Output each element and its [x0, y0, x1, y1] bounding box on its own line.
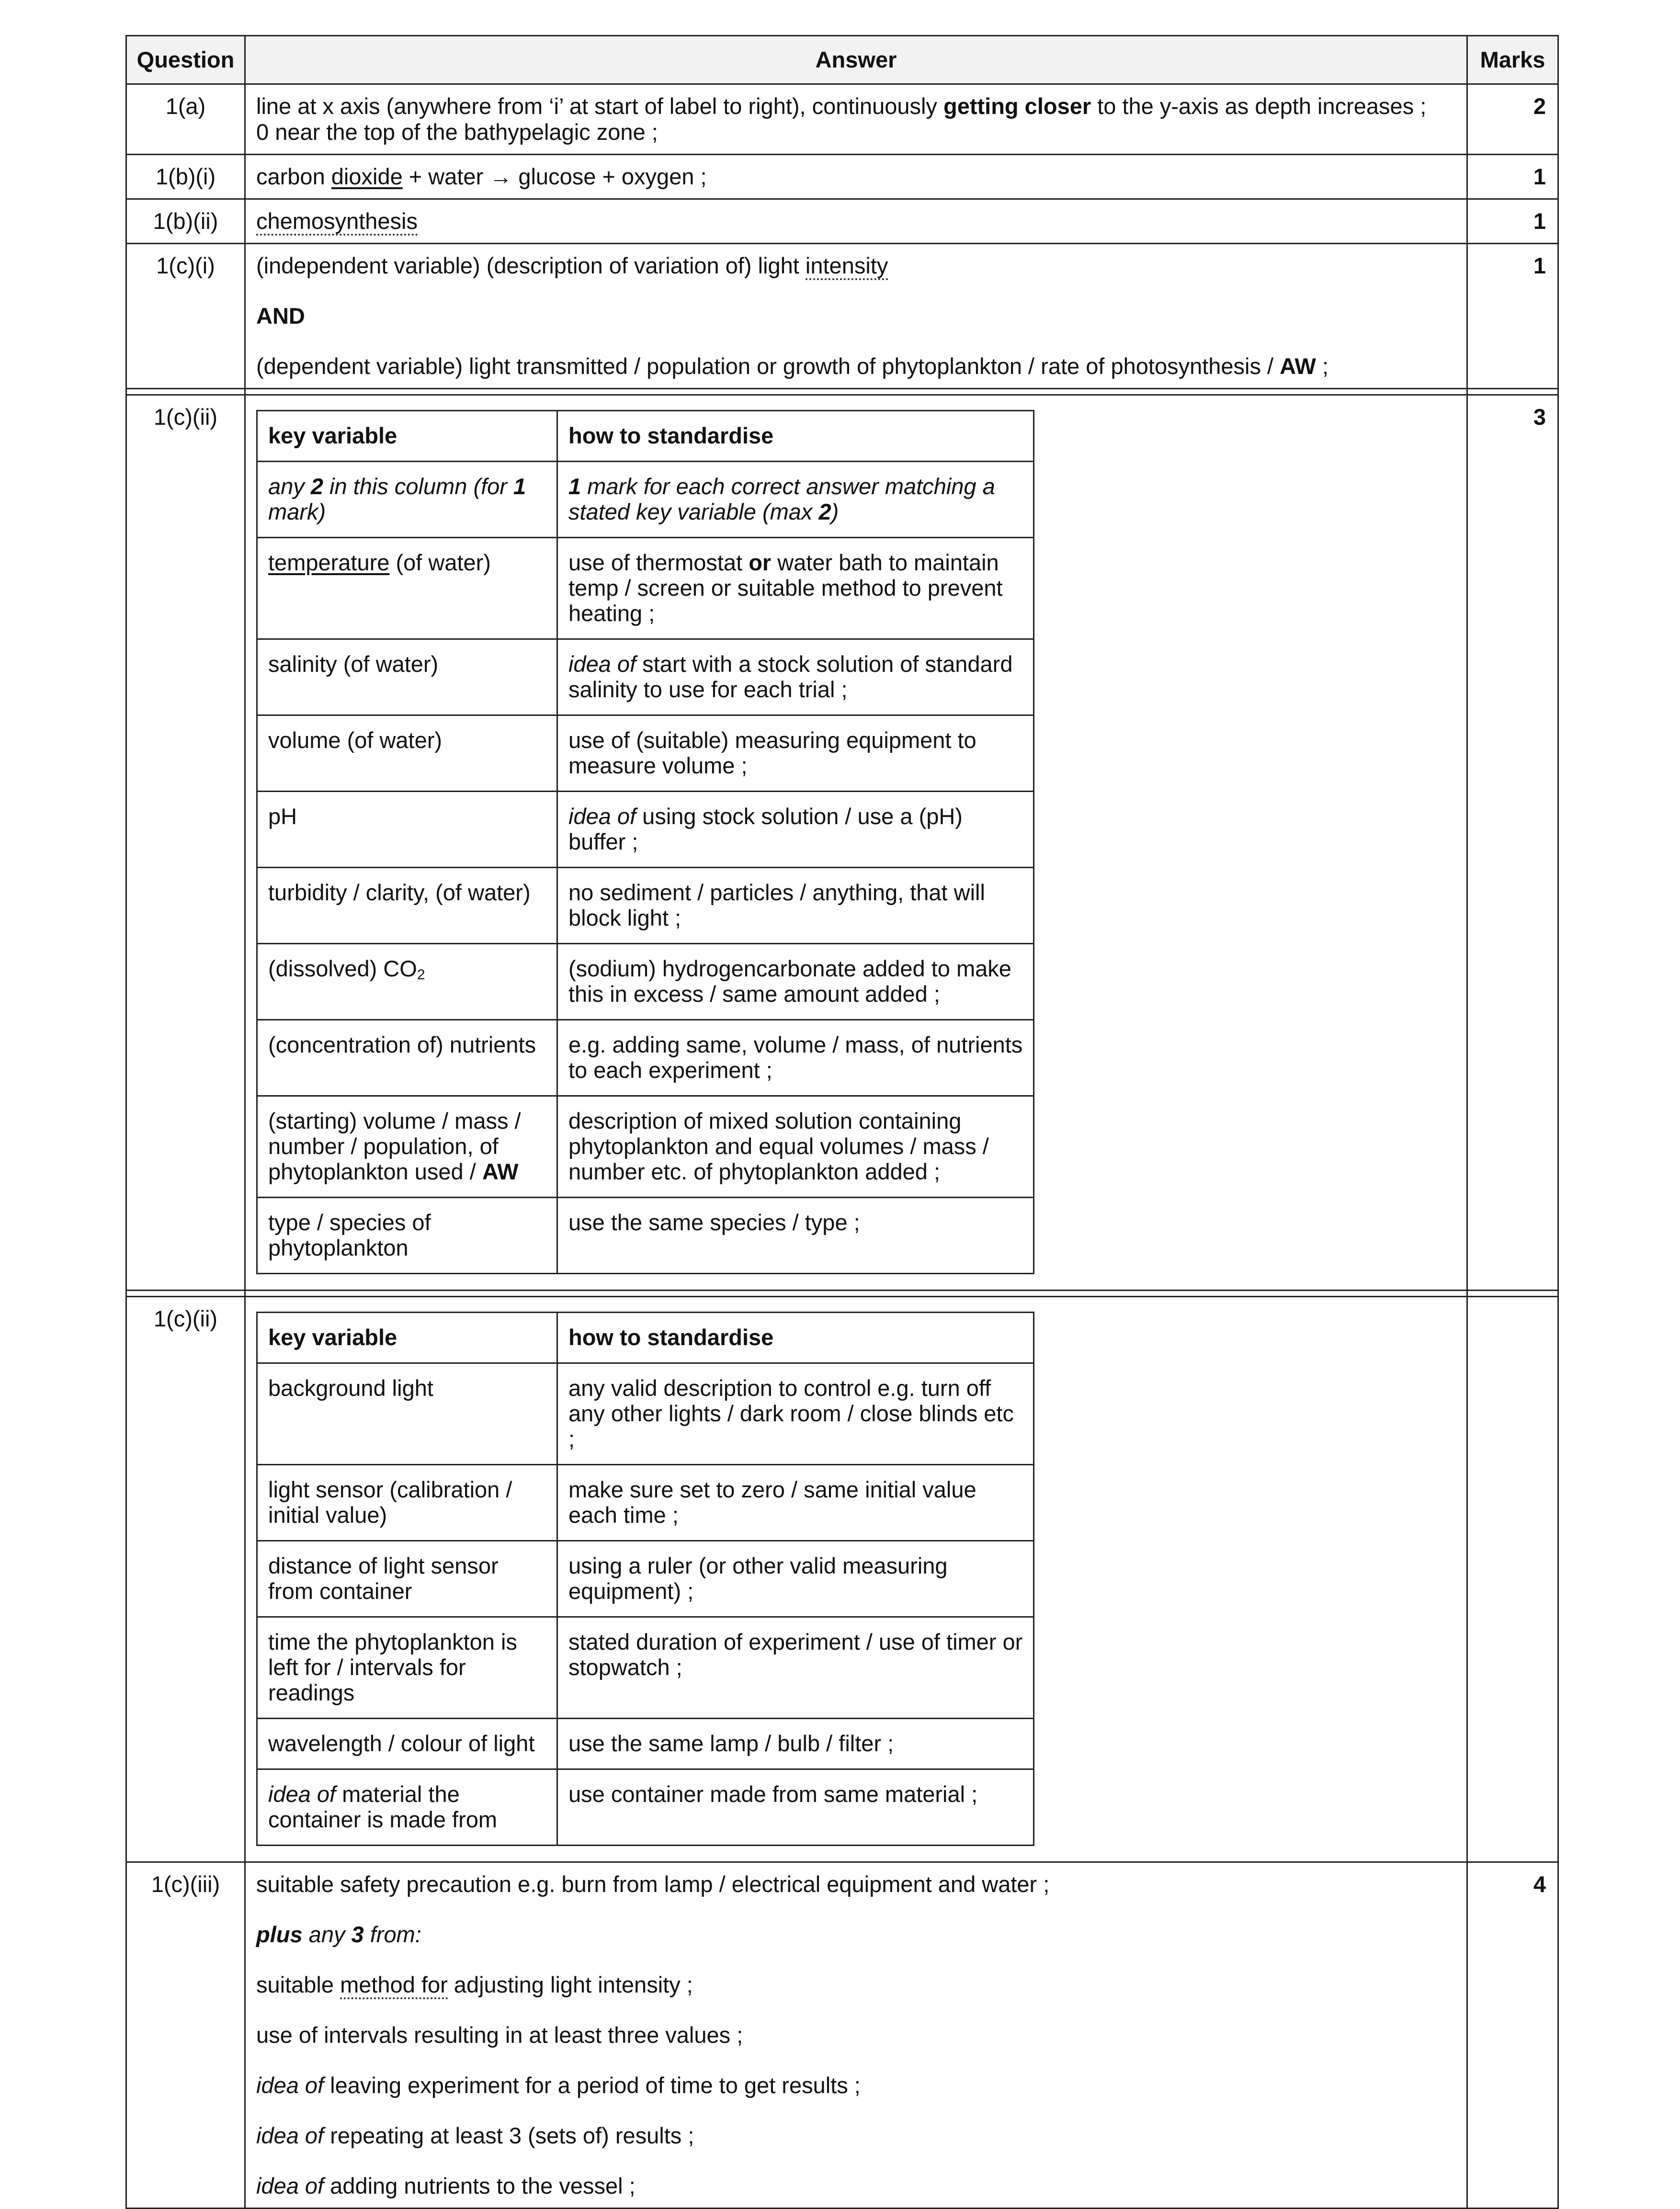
cell-underlined: temperature	[268, 550, 390, 575]
answer-line	[256, 2073, 1455, 2098]
answer-line: 0 near the top of the bathypelagic zone ;	[256, 119, 658, 145]
cell-text: mark)	[268, 499, 326, 524]
answer-text: + water	[402, 164, 490, 189]
cell-emphasis: 2	[310, 474, 323, 499]
table-row	[257, 868, 1034, 944]
table-row	[257, 1617, 1034, 1719]
table-cell	[557, 792, 1034, 868]
header-row	[126, 36, 1558, 84]
answer-text: adding nutrients to the vessel ;	[324, 2173, 636, 2198]
table-cell	[257, 1769, 557, 1846]
column-header: key variable	[257, 411, 557, 462]
question-number: 1(b)(i)	[126, 155, 245, 199]
cell-text: material the container is made from	[268, 1781, 498, 1832]
table-row	[126, 244, 1558, 389]
table-cell: use container made from same material ;	[557, 1769, 1034, 1846]
cell-text: any	[268, 474, 311, 499]
table-cell: (concentration of) nutrients	[257, 1020, 557, 1096]
table-row	[126, 1862, 1558, 2209]
row-separator	[126, 389, 1558, 395]
answer-line	[256, 1972, 1455, 1998]
table-cell: any valid description to control e.g. turn off any other lights / dark room / close blinds etc ;	[557, 1363, 1034, 1465]
cell-text: (of water)	[389, 550, 491, 575]
table-row	[257, 1465, 1034, 1541]
cell-text: water bath to maintain temp / screen or suitable method to prevent heating ;	[568, 550, 1003, 626]
question-number: 1(a)	[126, 84, 245, 155]
table-cell	[557, 538, 1034, 639]
table-cell: use of (suitable) measuring equipment to measure volume ;	[557, 715, 1034, 792]
key-variable-table	[256, 410, 1034, 1274]
answer-cell	[245, 395, 1467, 1291]
table-row	[126, 1297, 1558, 1862]
answer-header: Answer	[245, 36, 1467, 84]
table-cell: description of mixed solution containing phytoplankton and equal volumes / mass / number etc. of phytoplankton added ;	[557, 1096, 1034, 1198]
table-cell: pH	[257, 792, 557, 868]
answer-line	[256, 353, 1455, 379]
answer-dotted: method for	[340, 1972, 448, 1999]
table-cell: volume (of water)	[257, 715, 557, 792]
answer-text: carbon	[256, 164, 331, 189]
question-number: 1(c)(ii)	[126, 1297, 245, 1862]
table-row	[126, 155, 1558, 199]
answer-cell	[245, 244, 1467, 389]
answer-emphasis: getting closer	[943, 93, 1091, 119]
cell-text: using stock solution / use a (pH) buffer ;	[568, 804, 963, 854]
table-cell	[257, 1096, 557, 1198]
answer-italic: any	[302, 1922, 352, 1947]
table-row	[126, 84, 1558, 155]
table-cell: using a ruler (or other valid measuring equipment) ;	[557, 1541, 1034, 1617]
answer-emphasis: plus	[256, 1922, 303, 1947]
answer-underlined: dioxide	[331, 164, 403, 189]
table-cell	[257, 462, 557, 538]
answer-cell	[245, 1862, 1467, 2209]
table-row	[257, 792, 1034, 868]
table-cell	[257, 944, 557, 1020]
answer-text: (dependent variable) light transmitted / population or growth of phytoplankton / rate of photosynthesis /	[256, 353, 1280, 379]
cell-text: )	[831, 499, 839, 524]
marks-header: Marks	[1467, 36, 1558, 84]
arrow-icon: →	[489, 164, 512, 189]
answer-emphasis: AW	[1280, 353, 1316, 379]
answer-text: (independent variable) (description of variation of) light	[256, 253, 806, 278]
cell-text: mark for each correct answer matching a stated key variable (max	[568, 474, 995, 524]
table-row	[257, 1541, 1034, 1617]
table-row	[257, 715, 1034, 792]
answer-line	[256, 93, 1455, 119]
table-cell	[557, 639, 1034, 715]
answer-text: ;	[1316, 353, 1329, 379]
cell-text: (dissolved) CO	[268, 956, 417, 981]
table-row	[257, 1096, 1034, 1198]
answer-line: use of intervals resulting in at least three values ;	[256, 2022, 743, 2048]
answer-text: line at x axis (anywhere from ‘i’ at start of label to right), continuously	[256, 93, 943, 119]
table-cell	[257, 538, 557, 639]
question-number: 1(c)(ii)	[126, 395, 245, 1291]
cell-emphasis: or	[749, 550, 772, 575]
answer-cell	[245, 155, 1467, 199]
table-cell: time the phytoplankton is left for / intervals for readings	[257, 1617, 557, 1719]
table-row	[257, 639, 1034, 715]
table-cell: wavelength / colour of light	[257, 1719, 557, 1769]
column-header: how to standardise	[557, 1313, 1034, 1363]
answer-italic: from:	[363, 1922, 421, 1947]
marks-value	[1467, 1297, 1558, 1862]
table-cell: use the same lamp / bulb / filter ;	[557, 1719, 1034, 1769]
cell-subscript: 2	[417, 967, 425, 983]
table-cell: use the same species / type ;	[557, 1198, 1034, 1274]
cell-text: start with a stock solution of standard salinity to use for each trial ;	[568, 651, 1013, 702]
table-cell: light sensor (calibration / initial value)	[257, 1465, 557, 1541]
table-cell: stated duration of experiment / use of timer or stopwatch ;	[557, 1617, 1034, 1719]
cell-italic: idea of	[568, 804, 636, 829]
cell-emphasis: 2	[818, 499, 831, 524]
table-cell: turbidity / clarity, (of water)	[257, 868, 557, 944]
answer-line: suitable safety precaution e.g. burn from lamp / electrical equipment and water ;	[256, 1871, 1050, 1897]
table-cell: type / species of phytoplankton	[257, 1198, 557, 1274]
cell-italic: idea of	[268, 1781, 336, 1807]
question-number: 1(c)(i)	[126, 244, 245, 389]
answer-text: glucose + oxygen ;	[512, 164, 707, 189]
table-row	[257, 462, 1034, 538]
answer-text: to the y-axis as depth increases ;	[1091, 93, 1427, 119]
table-row	[257, 411, 1034, 462]
table-row	[126, 395, 1558, 1291]
question-number: 1(b)(ii)	[126, 199, 245, 244]
table-cell: background light	[257, 1363, 557, 1465]
table-row	[126, 199, 1558, 244]
question-header: Question	[126, 36, 245, 84]
marks-value: 1	[1467, 155, 1558, 199]
answer-text: leaving experiment for a period of time to get results ;	[324, 2073, 861, 2098]
table-row	[257, 1363, 1034, 1465]
answer-text: adjusting light intensity ;	[447, 1972, 693, 1997]
cell-emphasis: 1	[513, 474, 526, 499]
column-header: how to standardise	[557, 411, 1034, 462]
marks-value: 4	[1467, 1862, 1558, 2209]
column-header: key variable	[257, 1313, 557, 1363]
cell-emphasis: AW	[482, 1159, 519, 1184]
table-row	[257, 1198, 1034, 1274]
table-cell: distance of light sensor from container	[257, 1541, 557, 1617]
cell-text: use of thermostat	[568, 550, 749, 575]
answer-cell	[245, 199, 1467, 244]
table-row	[257, 1020, 1034, 1096]
answer-line	[256, 2173, 1455, 2199]
marks-value: 1	[1467, 199, 1558, 244]
answer-dotted: chemosynthesis	[256, 208, 418, 236]
mark-scheme-table	[125, 35, 1559, 2209]
cell-italic: idea of	[568, 651, 636, 677]
answer-italic: idea of	[256, 2123, 324, 2148]
cell-text: (starting) volume / mass / number / population, of phytoplankton used /	[268, 1108, 521, 1184]
table-cell: make sure set to zero / same initial value each time ;	[557, 1465, 1034, 1541]
answer-emphasis: 3	[351, 1922, 364, 1947]
table-row	[257, 1313, 1034, 1363]
answer-line	[256, 253, 1455, 279]
table-row	[257, 944, 1034, 1020]
answer-cell	[245, 84, 1467, 155]
marks-value: 2	[1467, 84, 1558, 155]
answer-line	[256, 2123, 1455, 2149]
table-cell: salinity (of water)	[257, 639, 557, 715]
cell-text: in this column (for	[323, 474, 514, 499]
answer-dotted: intensity	[806, 253, 888, 280]
table-row	[257, 538, 1034, 639]
answer-text: suitable	[256, 1972, 341, 1997]
row-separator	[126, 1291, 1558, 1297]
answer-text: repeating at least 3 (sets of) results ;	[324, 2123, 694, 2148]
question-number: 1(c)(iii)	[126, 1862, 245, 2209]
table-row	[257, 1769, 1034, 1846]
table-row	[257, 1719, 1034, 1769]
answer-italic: idea of	[256, 2073, 324, 2098]
answer-emphasis: AND	[256, 303, 305, 329]
marks-value: 3	[1467, 395, 1558, 1291]
table-cell: e.g. adding same, volume / mass, of nutrients to each experiment ;	[557, 1020, 1034, 1096]
answer-line	[256, 1922, 1455, 1948]
answer-line	[256, 303, 1455, 329]
table-cell: no sediment / particles / anything, that will block light ;	[557, 868, 1034, 944]
answer-italic: idea of	[256, 2173, 324, 2198]
answer-cell	[245, 1297, 1467, 1862]
table-cell: (sodium) hydrogencarbonate added to make this in excess / same amount added ;	[557, 944, 1034, 1020]
cell-emphasis: 1	[568, 474, 581, 499]
table-cell	[557, 462, 1034, 538]
marks-value: 1	[1467, 244, 1558, 389]
key-variable-table	[256, 1312, 1034, 1846]
